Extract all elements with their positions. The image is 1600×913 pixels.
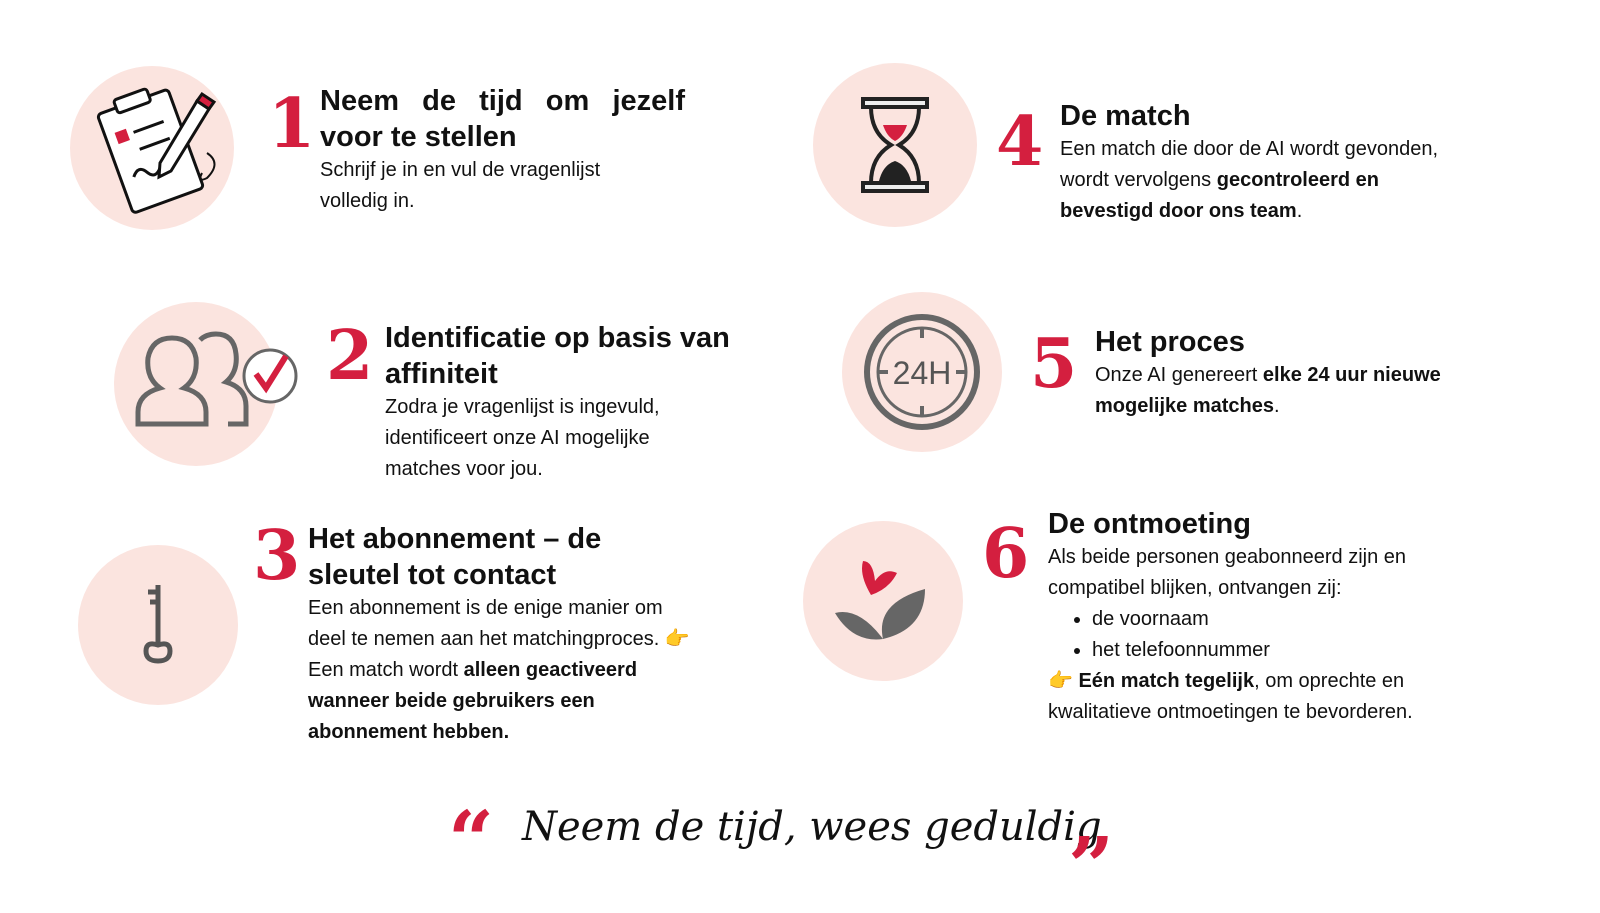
step-number-3: 3 [253,516,301,596]
clock-label: 24H [892,355,952,391]
step-title: Het proces [1095,326,1245,358]
step-number-4: 4 [996,102,1044,182]
step-1 [320,83,685,217]
clock-24h-icon [862,312,982,432]
step-description-end: . [1273,395,1280,417]
step-title: De ontmoeting [1048,508,1251,540]
step-description-bold: gecontroleerd en bevestigd door ons team [1060,169,1380,222]
people-check-icon [114,302,278,466]
step-4 [1060,98,1460,227]
step-note-text: 👉 Een match wordt [308,628,690,681]
pointing-hand-icon: 👉 [1048,670,1079,692]
step-6 [1048,506,1488,728]
step-description-text: Onze AI genereert [1095,364,1263,386]
step-title: Neem de tijd om jezelf voor te stellen [320,85,685,153]
step-description-text: Een abonnement is de enige manier om deel te nemen aan het matchingproces. [308,597,663,650]
step-note-text: , om oprechte en kwalitatieve ontmoetingen te bevorderen. [1048,670,1413,723]
step-description [1095,360,1485,422]
step-description [1060,134,1445,227]
step-note-bold: alleen geactiveerd wanneer beide gebruikers een abonnement hebben. [308,659,638,743]
step-description [308,593,703,748]
step-description: Als beide personen geabonneerd zijn en compatibel blijken, ontvangen zij: [1048,546,1407,599]
step-note [1048,666,1488,728]
icon-circle-3 [78,545,238,705]
step-title: Het abonnement – de sleutel tot contact [308,523,602,591]
step-description-end: . [1296,200,1303,222]
step-2 [385,320,755,485]
icon-circle-5 [842,292,1002,452]
list-item: • de voornaam [1092,604,1488,635]
close-quote-icon: ” [1068,819,1115,913]
icon-circle-4 [813,63,977,227]
icon-circle-6 [803,521,963,681]
step-description-bold: elke 24 uur nieuwe mogelijke matches [1095,364,1441,417]
heart-leaves-icon [833,551,933,651]
info-list [1048,604,1488,666]
step-note-bold: Eén match tegelijk [1078,670,1255,692]
step-description-text: Een match die door de AI wordt gevonden, wordt vervolgens [1060,138,1439,191]
step-5 [1095,324,1485,422]
step-number-6: 6 [982,514,1030,594]
step-3 [308,521,708,748]
step-title: De match [1060,100,1191,132]
step-description: Zodra je vragenlijst is ingevuld, identificeert onze AI mogelijke matches voor jou. [385,396,660,480]
quote-text: Neem de tijd, wees geduldig [522,804,1102,850]
icon-circle-1 [70,66,234,230]
step-number-1: 1 [268,84,316,164]
hourglass-icon [855,95,935,195]
step-description: Schrijf je in en vul de vragenlijst volledig in. [320,159,601,212]
key-icon [138,580,178,670]
step-number-5: 5 [1030,324,1078,404]
step-title: Identificatie op basis van affiniteit [385,322,730,390]
list-item: • het telefoonnummer [1092,635,1488,666]
open-quote-icon: “ [448,793,495,887]
step-number-2: 2 [326,316,374,396]
clipboard-icon [77,73,227,223]
icon-circle-2 [114,302,278,466]
